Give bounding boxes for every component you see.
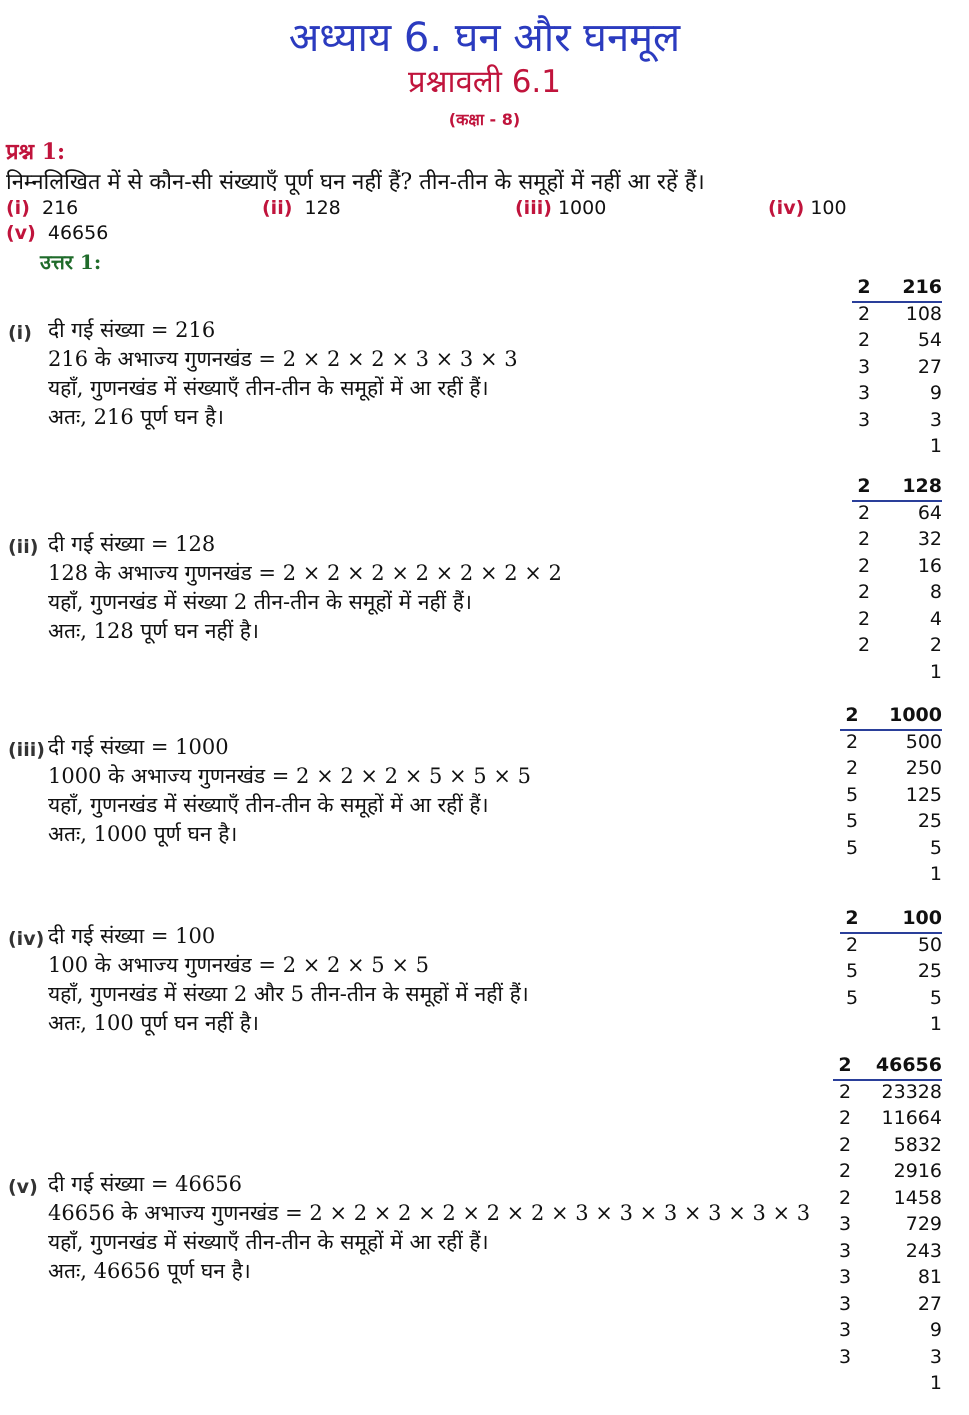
division-row <box>840 1013 942 1040</box>
division-row <box>852 555 942 582</box>
answer-heading: उत्तर 1: <box>40 250 102 274</box>
quotient: 729 <box>905 1213 942 1235</box>
quotient: 216 <box>902 276 942 298</box>
divisor: 3 <box>838 1266 852 1288</box>
option-1 <box>6 197 78 219</box>
division-row <box>840 810 942 837</box>
divisor: 5 <box>845 986 859 1009</box>
divisor: 2 <box>838 1186 852 1209</box>
quotient: 64 <box>917 501 942 524</box>
question-text: निम्नलिखित में से कौन-सी संख्याएँ पूर्ण घन नहीं हैं? तीन-तीन के समूहों में नहीं आ रहें हैं। <box>6 170 705 195</box>
quotient: 3 <box>929 408 942 431</box>
quotient: 100 <box>902 907 942 929</box>
division-row <box>852 435 942 462</box>
solution-line: दी गई संख्या = 128 <box>48 532 216 556</box>
quotient: 46656 <box>875 1054 942 1076</box>
quotient: 27 <box>917 355 942 378</box>
divisor: 3 <box>838 1345 852 1368</box>
divisor: 2 <box>838 1160 852 1182</box>
division-row <box>833 1293 942 1320</box>
quotient: 25 <box>917 960 942 982</box>
division-row <box>833 1160 942 1187</box>
quotient: 27 <box>917 1292 942 1315</box>
division-row <box>840 784 942 811</box>
quotient: 1458 <box>893 1186 942 1209</box>
divisor: 5 <box>845 810 859 832</box>
divisor: 3 <box>838 1319 852 1341</box>
solution-label: (iv) <box>8 928 45 950</box>
divisor: 2 <box>845 704 859 726</box>
divisor: 2 <box>857 329 871 351</box>
division-row <box>833 1240 942 1267</box>
solution-line: यहाँ, गुणनखंड में संख्याएँ तीन-तीन के समूहों में आ रहीं हैं। <box>48 376 489 400</box>
division-table-1 <box>852 276 942 462</box>
quotient: 9 <box>929 1319 942 1341</box>
division-header-row <box>840 704 942 731</box>
division-header-row <box>840 907 942 934</box>
division-row <box>833 1346 942 1373</box>
division-row <box>840 731 942 758</box>
division-row <box>833 1081 942 1108</box>
division-table-5 <box>833 1054 942 1399</box>
solution-line: 1000 के अभाज्य गुणनखंड = 2 × 2 × 2 × 5 × 5 × 5 <box>48 764 531 788</box>
solution-line: अतः, 216 पूर्ण घन है। <box>48 405 225 429</box>
division-row <box>840 757 942 784</box>
division-row <box>840 987 942 1014</box>
division-rule <box>852 301 942 303</box>
option-label: (v) <box>6 222 36 244</box>
division-row <box>852 409 942 436</box>
division-table-2 <box>852 475 942 687</box>
option-value: 100 <box>810 197 847 219</box>
option-value: 128 <box>304 197 341 219</box>
solution-line: दी गई संख्या = 100 <box>48 924 216 948</box>
solution-line: दी गई संख्या = 46656 <box>48 1172 242 1196</box>
division-rule <box>833 1079 942 1081</box>
divisor: 3 <box>838 1239 852 1262</box>
solution-label: (ii) <box>8 536 39 558</box>
solution-line: अतः, 1000 पूर्ण घन है। <box>48 822 238 846</box>
divisor: 2 <box>857 302 871 325</box>
division-row <box>852 356 942 383</box>
quotient: 9 <box>929 382 942 404</box>
divisor: 2 <box>857 276 871 298</box>
quotient: 1 <box>929 660 942 683</box>
divisor: 2 <box>838 1054 852 1076</box>
exercise-title: प्रश्नावली 6.1 <box>407 64 562 100</box>
division-header-row <box>852 475 942 502</box>
division-row <box>852 528 942 555</box>
quotient: 32 <box>917 528 942 550</box>
class-label: (कक्षा - 8) <box>448 110 521 129</box>
divisor: 2 <box>845 730 859 753</box>
divisor: 2 <box>857 554 871 577</box>
option-5 <box>6 222 108 244</box>
division-header-row <box>852 276 942 303</box>
divisor: 2 <box>857 501 871 524</box>
divisor: 3 <box>857 408 871 431</box>
divisor: 2 <box>857 581 871 603</box>
option-label: (iv) <box>768 197 805 219</box>
quotient: 5 <box>929 986 942 1009</box>
divisor: 3 <box>857 355 871 378</box>
quotient: 5832 <box>893 1133 942 1156</box>
solution-line: 216 के अभाज्य गुणनखंड = 2 × 2 × 2 × 3 × 3 × 3 <box>48 347 518 371</box>
divisor: 3 <box>857 382 871 404</box>
divisor: 5 <box>845 836 859 859</box>
quotient: 1 <box>929 863 942 885</box>
division-row <box>833 1107 942 1134</box>
divisor: 5 <box>845 783 859 806</box>
quotient: 4 <box>929 607 942 630</box>
solution-label: (iii) <box>8 739 45 761</box>
quotient: 128 <box>902 475 942 497</box>
quotient: 50 <box>917 933 942 956</box>
divisor: 2 <box>845 907 859 929</box>
quotient: 54 <box>917 329 942 351</box>
solution-line: अतः, 100 पूर्ण घन नहीं है। <box>48 1011 259 1035</box>
divisor: 2 <box>857 634 871 656</box>
option-3 <box>515 197 606 219</box>
division-row <box>852 581 942 608</box>
divisor: 3 <box>838 1292 852 1315</box>
solution-line: दी गई संख्या = 216 <box>48 318 216 342</box>
division-row <box>833 1319 942 1346</box>
quotient: 243 <box>905 1239 942 1262</box>
solution-line: यहाँ, गुणनखंड में संख्या 2 तीन-तीन के समूहों में नहीं हैं। <box>48 590 472 614</box>
quotient: 23328 <box>881 1080 942 1103</box>
quotient: 11664 <box>881 1107 942 1129</box>
quotient: 108 <box>905 302 942 325</box>
quotient: 81 <box>917 1266 942 1288</box>
divisor: 2 <box>857 607 871 630</box>
solution-label: (v) <box>8 1176 38 1198</box>
division-row <box>852 502 942 529</box>
divisor: 2 <box>857 528 871 550</box>
division-header-row <box>833 1054 942 1081</box>
divisor: 2 <box>838 1133 852 1156</box>
division-row <box>852 382 942 409</box>
division-row <box>833 1134 942 1161</box>
solution-line: दी गई संख्या = 1000 <box>48 735 229 759</box>
option-2 <box>262 197 341 219</box>
option-value: 46656 <box>47 222 109 244</box>
solution-line: 128 के अभाज्य गुणनखंड = 2 × 2 × 2 × 2 × 2 × 2 × 2 <box>48 561 562 585</box>
question-heading: प्रश्न 1: <box>6 139 66 165</box>
quotient: 1 <box>929 435 942 457</box>
option-value: 1000 <box>557 197 607 219</box>
division-row <box>840 934 942 961</box>
division-row <box>833 1187 942 1214</box>
solution-line: 46656 के अभाज्य गुणनखंड = 2 × 2 × 2 × 2 × 2 × 2 × 3 × 3 × 3 × 3 × 3 × 3 <box>48 1201 811 1225</box>
divisor: 2 <box>845 757 859 779</box>
solution-line: 100 के अभाज्य गुणनखंड = 2 × 2 × 5 × 5 <box>48 953 429 977</box>
quotient: 25 <box>917 810 942 832</box>
division-table-4 <box>840 907 942 1040</box>
solution-line: अतः, 128 पूर्ण घन नहीं है। <box>48 619 259 643</box>
solution-line: यहाँ, गुणनखंड में संख्याएँ तीन-तीन के समूहों में आ रहीं हैं। <box>48 1230 489 1254</box>
option-4 <box>768 197 847 219</box>
division-row <box>833 1372 942 1399</box>
option-label: (iii) <box>515 197 552 219</box>
quotient: 16 <box>917 554 942 577</box>
option-value: 216 <box>41 197 79 219</box>
option-label: (ii) <box>262 197 293 219</box>
divisor: 2 <box>845 933 859 956</box>
divisor: 2 <box>857 475 871 497</box>
divisor: 5 <box>845 960 859 982</box>
division-row <box>852 608 942 635</box>
division-row <box>852 303 942 330</box>
quotient: 5 <box>929 836 942 859</box>
solution-line: अतः, 46656 पूर्ण घन है। <box>48 1259 251 1283</box>
quotient: 8 <box>929 581 942 603</box>
divisor: 2 <box>838 1080 852 1103</box>
division-row <box>840 960 942 987</box>
divisor: 2 <box>838 1107 852 1129</box>
division-row <box>852 634 942 661</box>
quotient: 1 <box>929 1372 942 1394</box>
division-row <box>840 863 942 890</box>
quotient: 2 <box>929 634 942 656</box>
division-rule <box>840 932 942 934</box>
chapter-title: अध्याय 6. घन और घनमूल <box>288 15 681 61</box>
division-table-3 <box>840 704 942 890</box>
quotient: 125 <box>905 783 942 806</box>
quotient: 1000 <box>889 704 942 726</box>
solution-line: यहाँ, गुणनखंड में संख्याएँ तीन-तीन के समूहों में आ रहीं हैं। <box>48 793 489 817</box>
option-label: (i) <box>6 197 30 219</box>
divisor: 3 <box>838 1213 852 1235</box>
division-row <box>852 661 942 688</box>
division-row <box>840 837 942 864</box>
solution-label: (i) <box>8 322 32 344</box>
quotient: 1 <box>929 1013 942 1035</box>
quotient: 500 <box>905 730 942 753</box>
quotient: 250 <box>905 757 942 779</box>
quotient: 3 <box>929 1345 942 1368</box>
solution-line: यहाँ, गुणनखंड में संख्या 2 और 5 तीन-तीन के समूहों में नहीं हैं। <box>48 982 529 1006</box>
division-row <box>852 329 942 356</box>
division-row <box>833 1213 942 1240</box>
division-rule <box>852 500 942 502</box>
division-rule <box>840 729 942 731</box>
quotient: 2916 <box>893 1160 942 1182</box>
division-row <box>833 1266 942 1293</box>
